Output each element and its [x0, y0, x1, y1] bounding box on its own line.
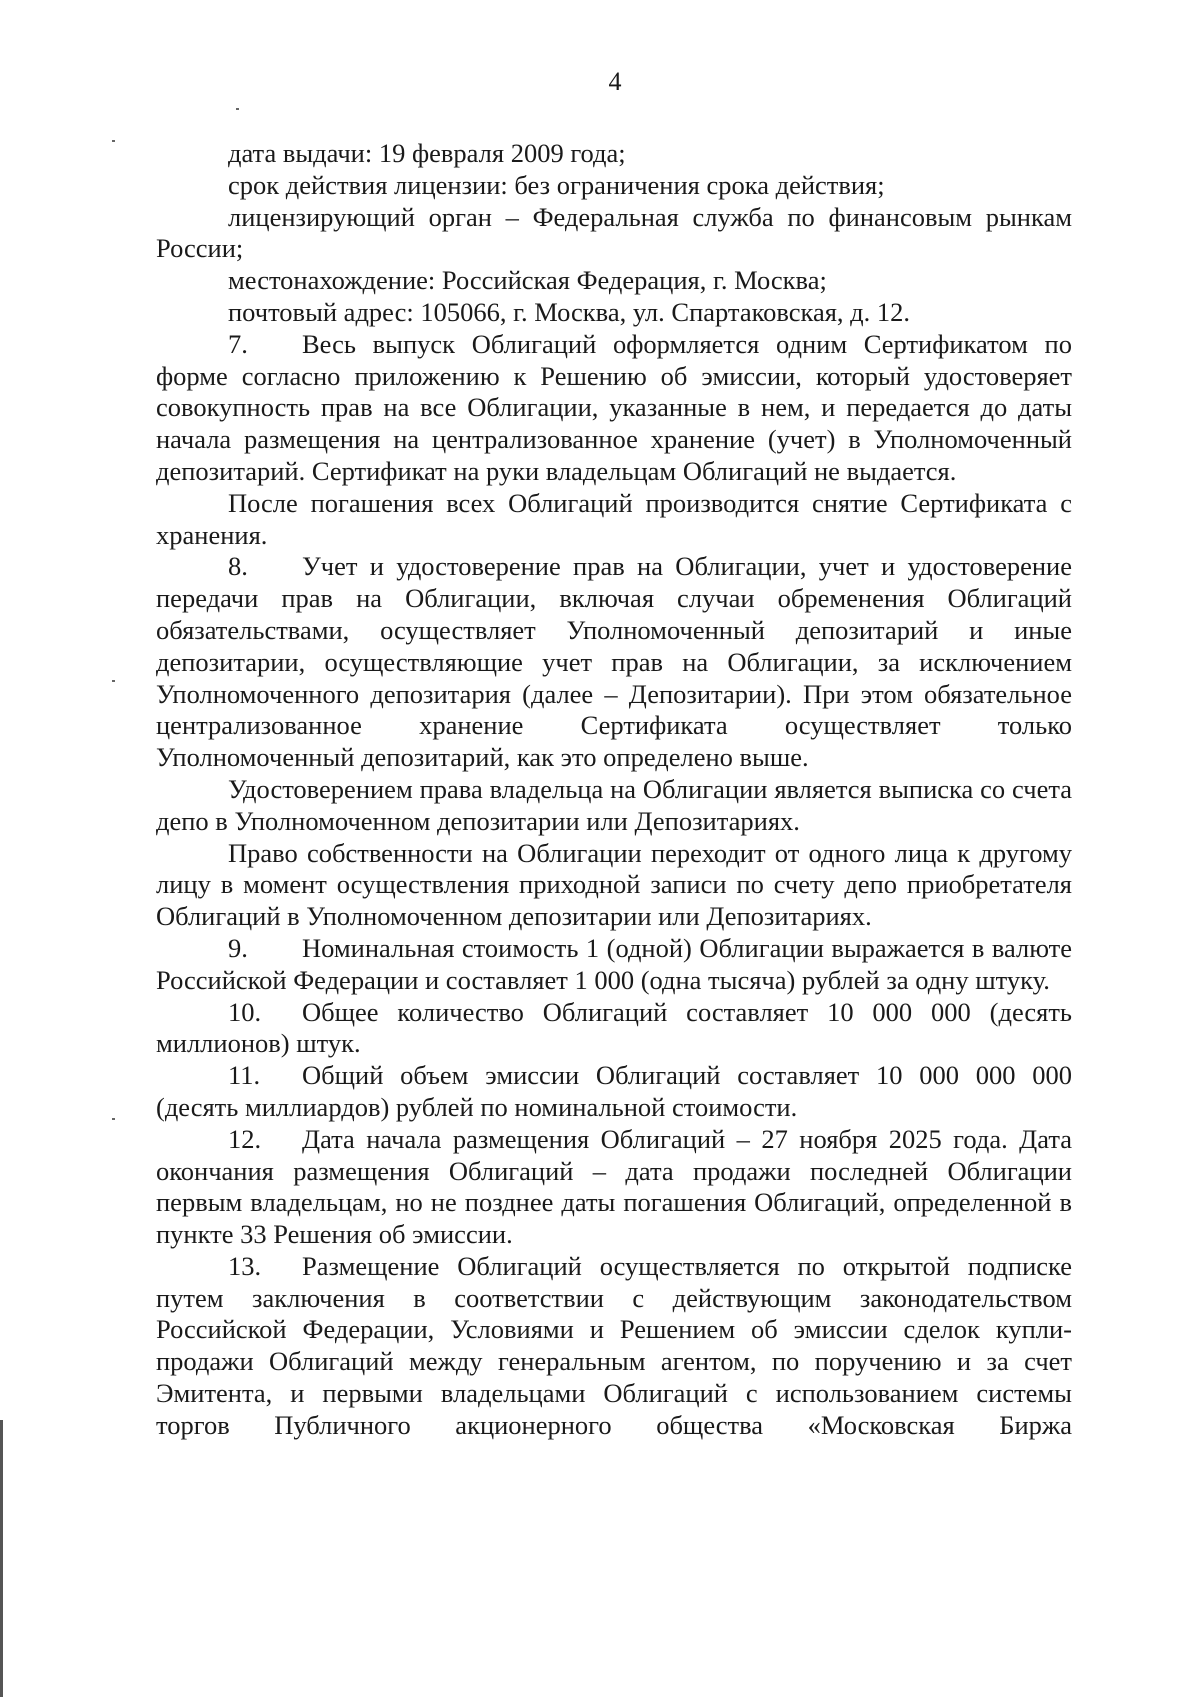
clause-number: 13.: [228, 1250, 262, 1281]
clause-number: 8.: [228, 551, 248, 582]
clause-text: Общее количество Облигаций составляет 10 000 000 (десять миллионов) штук.: [156, 996, 1072, 1059]
clause-number: 11.: [228, 1060, 261, 1091]
clause-text: Учет и удостоверение прав на Облигации, учет и удостоверение передачи прав на Облигации, включая случаи обременения Облигаций обязательствами, осуществляет Уполномоченный депозитарий и иные депозитарии, осуществляющие учет прав на Облигации, за исключением Уполномоченного депозитария (далее – Депозитарии). При этом обязательное централизованное хранение Сертификата осуществляет только Уполномоченный депозитарий, как это определено выше.: [156, 551, 1072, 773]
page-number: 4: [608, 67, 622, 96]
clause-11: [156, 1060, 1072, 1124]
clause-9: [156, 933, 1072, 997]
paragraph-location: местонахождение: Российская Федерация, г. Москва;: [228, 265, 827, 296]
scan-speck: [236, 108, 239, 110]
clause-7: [156, 329, 1072, 488]
clause-number: 12.: [228, 1123, 262, 1154]
scan-speck: [112, 1118, 115, 1120]
clause-text: Весь выпуск Облигаций оформляется одним Сертификатом по форме согласно приложению к Решению об эмиссии, который удостоверяет совокупность прав на все Облигации, указанные в нем, и передается до даты начала размещения на централизованное хранение (учет) в Уполномоченный депозитарий. Сертификат на руки владельцам Облигаций не выдается.: [156, 328, 1072, 486]
clause-number: 10.: [228, 996, 262, 1027]
clause-12: [156, 1124, 1072, 1251]
document-body: [156, 138, 1072, 1442]
clause-text: Дата начала размещения Облигаций – 27 ноября 2025 года. Дата окончания размещения Облигаций – дата продажи последней Облигации первым владельцам, но не позднее даты погашения Облигаций, определенной в пункте 33 Решения об эмиссии.: [156, 1123, 1072, 1250]
clause-text: Номинальная стоимость 1 (одной) Облигации выражается в валюте Российской Федерации и составляет 1 000 (одна тысяча) рублей за одну штуку.: [156, 932, 1072, 995]
scan-edge-line: [0, 1420, 3, 1697]
clause-text: Общий объем эмиссии Облигаций составляет 10 000 000 000 (десять миллиардов) рублей по номинальной стоимости.: [156, 1060, 1072, 1122]
clause-10: [156, 997, 1072, 1061]
clause-text: Размещение Облигаций осуществляется по открытой подписке путем заключения в соответствии с действующим законодательством Российской Федерации, Условиями и Решением об эмиссии сделок купли-продажи Облигаций между генеральным агентом, по поручению и за счет Эмитента, и первыми владельцами Облигаций с использованием системы торгов Публичного акционерного общества «Московская Биржа: [156, 1250, 1072, 1440]
clause-number: 9.: [228, 932, 248, 963]
clause-13: [156, 1251, 1072, 1442]
paragraph-license-term: срок действия лицензии: без ограничения срока действия;: [228, 169, 885, 200]
paragraph-issue-date: дата выдачи: 19 февраля 2009 года;: [228, 138, 626, 168]
paragraph-licensing-authority: лицензирующий орган – Федеральная служба по финансовым рынкам России;: [156, 201, 1072, 264]
clause-8: [156, 551, 1072, 774]
scan-speck: [112, 680, 115, 682]
clause-number: 7.: [228, 328, 248, 359]
paragraph-postal-address: почтовый адрес: 105066, г. Москва, ул. Спартаковская, д. 12.: [228, 296, 911, 327]
paragraph-ownership-proof: Удостоверением права владельца на Облигации является выписка со счета депо в Уполномоченном депозитарии или Депозитариях.: [156, 773, 1072, 836]
paragraph-ownership-transfer: Право собственности на Облигации переходит от одного лица к другому лицу в момент осуществления приходной записи по счету депо приобретателя Облигаций в Уполномоченном депозитарии или Депозитариях.: [156, 837, 1072, 932]
paragraph-certificate-removal: После погашения всех Облигаций производится снятие Сертификата с хранения.: [156, 487, 1072, 550]
scan-speck: [112, 140, 115, 142]
